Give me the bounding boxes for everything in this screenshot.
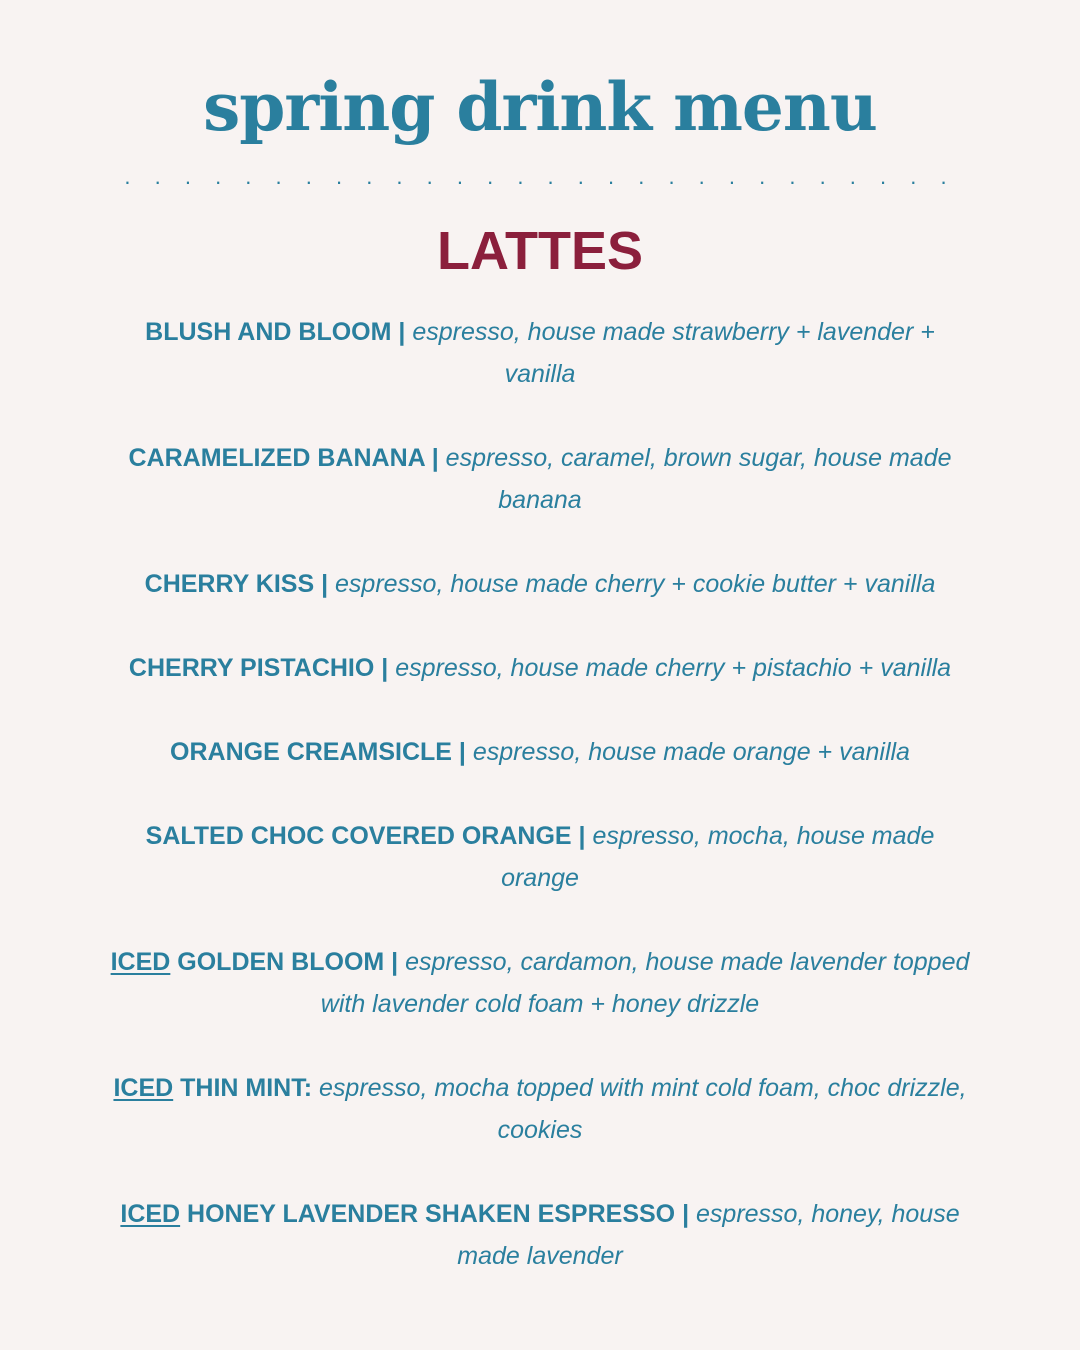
- item-description: espresso, house made orange + vanilla: [472, 738, 910, 766]
- item-description: espresso, house made cherry + pistachio + vanilla: [395, 654, 952, 682]
- menu-item: [110, 647, 970, 689]
- menu-item: [110, 437, 970, 521]
- menu-item: [110, 1067, 970, 1151]
- latte-list: [110, 311, 970, 1319]
- item-description: espresso, honey, house made lavender: [457, 1200, 960, 1270]
- menu-item: [110, 815, 970, 899]
- section-title-lattes: LATTES: [437, 221, 643, 281]
- menu-item: [110, 1193, 970, 1277]
- item-description: espresso, mocha, house made orange: [501, 822, 935, 892]
- menu-item: [110, 563, 970, 605]
- item-name: BLUSH AND BLOOM: [145, 318, 392, 346]
- item-separator: [312, 1074, 319, 1102]
- item-description: espresso, house made cherry + cookie butter + vanilla: [335, 570, 936, 598]
- item-name: GOLDEN BLOOM: [170, 948, 385, 976]
- item-description: espresso, cardamon, house made lavender topped with lavender cold foam + honey drizzle: [320, 948, 970, 1018]
- menu-item: [110, 311, 970, 395]
- dotted-divider: . . . . . . . . . . . . . . . . . . . . . . . . . . . .: [124, 164, 956, 189]
- item-separator: |: [675, 1200, 697, 1228]
- item-separator: |: [391, 318, 413, 346]
- iced-tag: ICED: [120, 1200, 181, 1228]
- item-separator: |: [571, 822, 593, 850]
- item-description: espresso, mocha topped with mint cold foam, choc drizzle, cookies: [319, 1074, 967, 1144]
- item-name: HONEY LAVENDER SHAKEN ESPRESSO: [180, 1200, 676, 1228]
- item-name: CHERRY KISS: [144, 570, 315, 598]
- item-name: ORANGE CREAMSICLE: [170, 738, 452, 766]
- item-name: CHERRY PISTACHIO: [128, 654, 375, 682]
- item-name: SALTED CHOC COVERED ORANGE: [145, 822, 572, 850]
- item-separator: |: [451, 738, 473, 766]
- item-name: CARAMELIZED BANANA: [128, 444, 425, 472]
- iced-tag: ICED: [113, 1074, 174, 1102]
- item-separator: |: [314, 570, 336, 598]
- item-separator: |: [374, 654, 396, 682]
- menu-title: spring drink menu: [203, 68, 877, 146]
- item-description: espresso, caramel, brown sugar, house made banana: [445, 444, 952, 514]
- item-separator: |: [424, 444, 446, 472]
- item-name: THIN MINT:: [173, 1074, 313, 1102]
- item-description: espresso, house made strawberry + lavender + vanilla: [412, 318, 935, 388]
- item-separator: |: [384, 948, 406, 976]
- menu-item: [110, 731, 970, 773]
- menu-item: [110, 941, 970, 1025]
- iced-tag: ICED: [110, 948, 171, 976]
